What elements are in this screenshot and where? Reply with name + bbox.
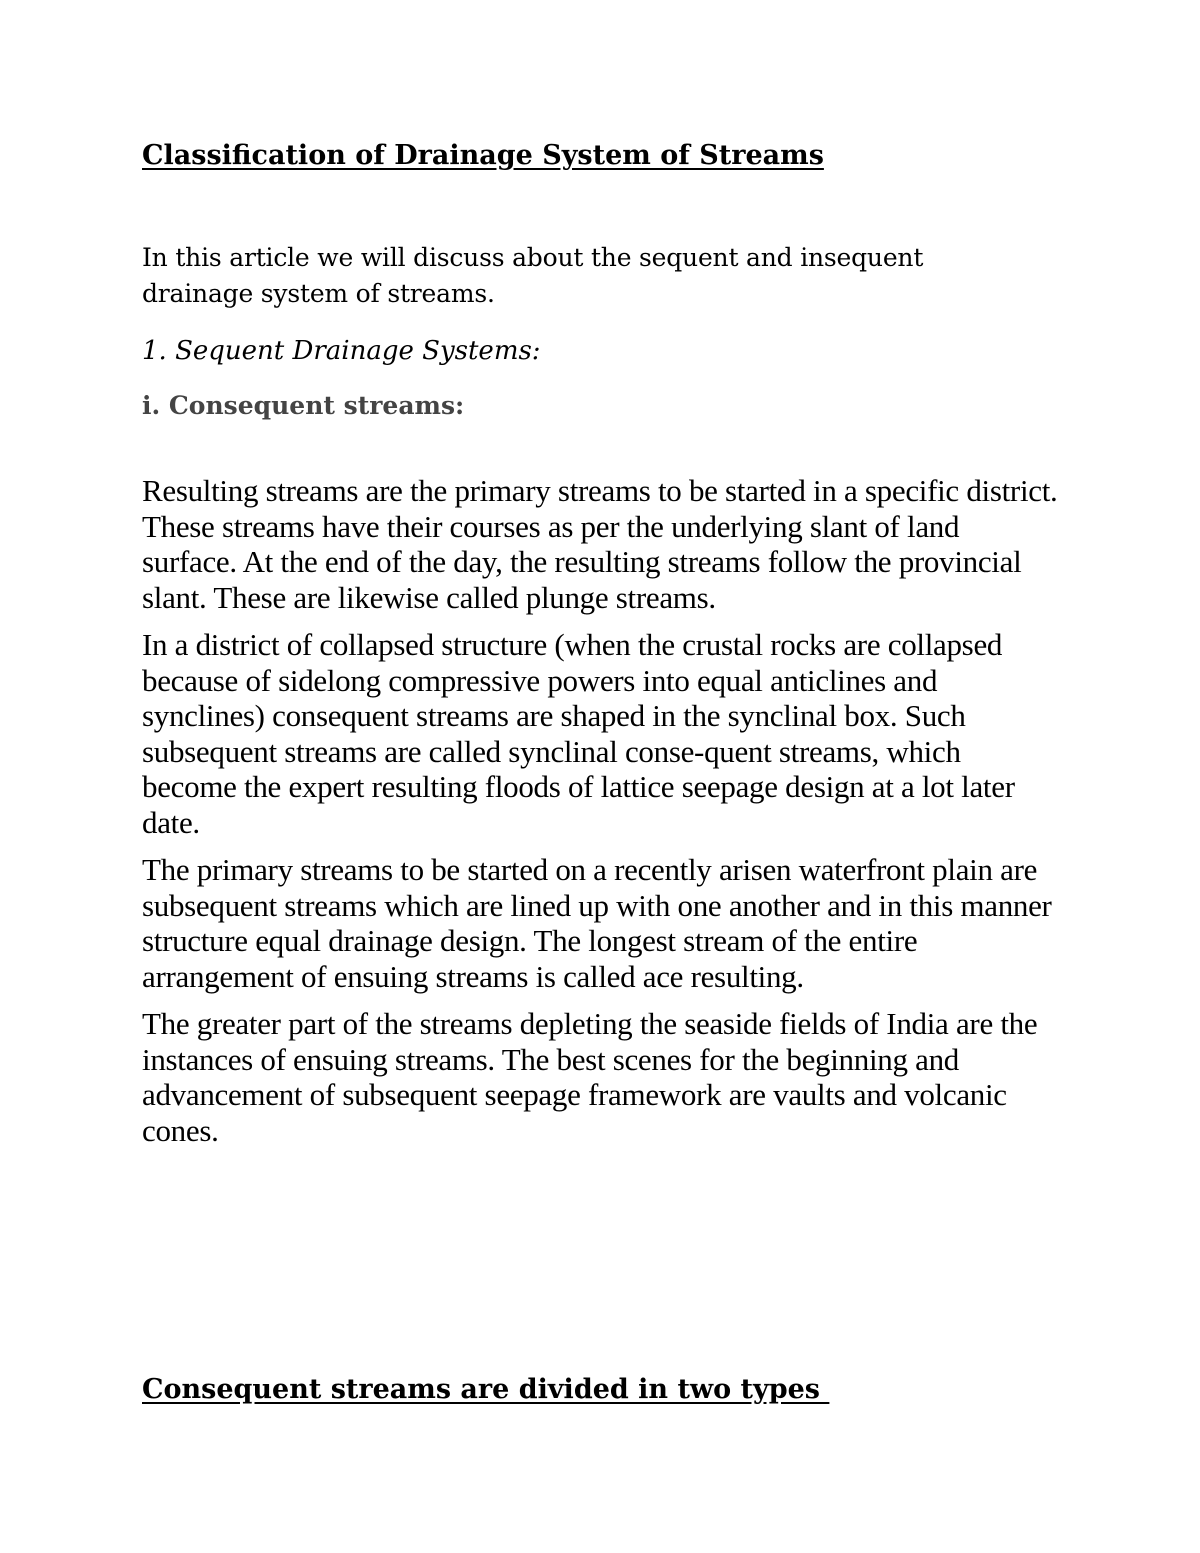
body-paragraph: In a district of collapsed structure (when the crustal rocks are collapsed because of sidelong compressive powers into equal anticlines and synclines) consequent streams are shaped in the synclinal box. Such subsequent streams are called synclinal conse-quent streams, which become the expert resulting floods of lattice seepage design at a lot later date.: [142, 627, 1015, 840]
document-title: Classification of Drainage System of Streams: [142, 140, 824, 171]
body-paragraph: The primary streams to be started on a recently arisen waterfront plain are subsequent streams which are lined up with one another and in this manner structure equal drainage design. The longest stream of the entire arrangement of ensuing streams is called ace resulting.: [142, 852, 1052, 994]
body-paragraph: Resulting streams are the primary streams to be started in a specific district. These streams have their courses as per the underlying slant of land surface. At the end of the day, the resulting streams follow the provincial slant. These are likewise called plunge streams.: [142, 473, 1058, 615]
body-text: [142, 473, 1058, 1160]
intro-paragraph: In this article we will discuss about the sequent and insequent drainage system of streams.: [142, 243, 924, 308]
section-heading: 1. Sequent Drainage Systems:: [142, 336, 541, 366]
subsection-heading: i. Consequent streams:: [142, 391, 465, 420]
bottom-heading: Consequent streams are divided in two types: [142, 1374, 830, 1405]
body-paragraph: The greater part of the streams depleting the seaside fields of India are the instances of ensuing streams. The best scenes for the beginning and advancement of subsequent seepage framework are vaults and volcanic cones.: [142, 1006, 1038, 1148]
